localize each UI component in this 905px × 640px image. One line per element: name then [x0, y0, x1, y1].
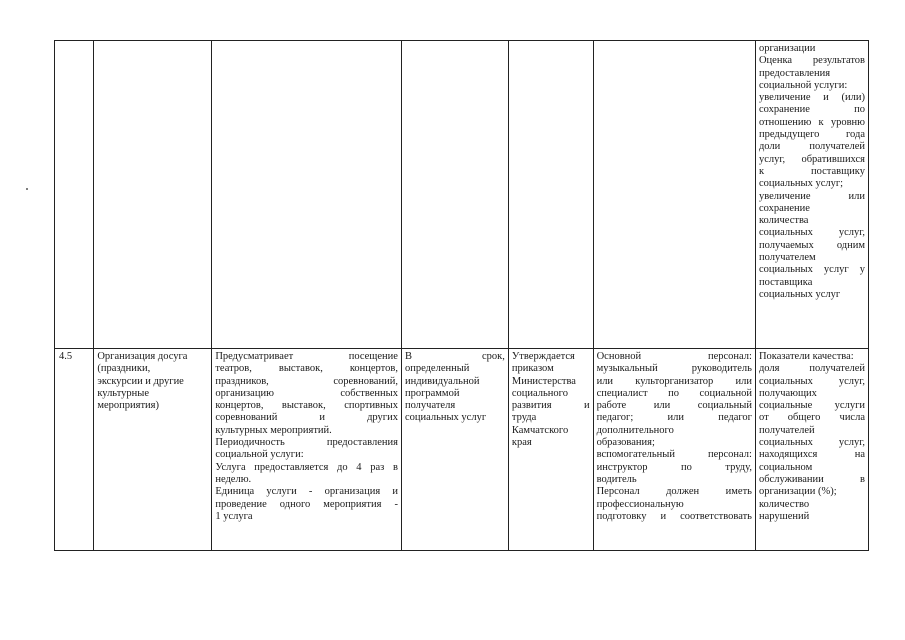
text-line: сохранение — [758, 202, 810, 214]
text-line: Услуга предоставляется до 4 раз в — [215, 461, 398, 473]
text-line: количество — [758, 498, 810, 510]
text-line: образования; — [596, 437, 655, 449]
text-line: или культорганизатор или — [596, 375, 752, 387]
text-line: социальных услуг; — [758, 178, 844, 190]
text-line: нарушений — [758, 510, 810, 522]
text-line: определенный — [404, 363, 470, 375]
text-line: социальной услуги: — [758, 79, 848, 91]
cell-desc-prev — [212, 41, 402, 349]
text-line: инструктор по труду, — [596, 461, 752, 473]
text-line: получающих — [758, 387, 817, 399]
text-line: получаемых одним — [758, 239, 865, 251]
text-line: предыдущего года — [758, 129, 865, 141]
text-line: организацию собственных — [215, 387, 398, 399]
text-line: организации — [758, 43, 816, 54]
text-line: работе или социальный — [596, 400, 752, 412]
text-line: 1 услуга — [215, 510, 253, 522]
text-line: количества — [758, 215, 809, 227]
table-row-4-5 — [55, 349, 869, 551]
text-line: поставщика — [758, 276, 813, 288]
text-line: экскурсии и другие — [97, 375, 184, 387]
text-line: обслуживании в — [758, 473, 865, 485]
text-line: развития и — [511, 400, 590, 412]
text-line: приказом — [511, 363, 554, 375]
cell-num: 4.5 — [55, 349, 94, 551]
text-line: труда — [511, 412, 537, 424]
table-row-previous — [55, 41, 869, 349]
text-line: получателей — [758, 424, 815, 436]
text-line: проведение одного мероприятия - — [215, 498, 398, 510]
text-line: театров, выставок, концертов, — [215, 363, 398, 375]
text-line: Утверждается — [511, 351, 575, 362]
text-line: мероприятия) — [97, 400, 159, 412]
cell-service-term — [401, 349, 508, 551]
text-line: индивидуальной — [404, 375, 480, 387]
scan-speck — [26, 188, 28, 190]
cell-term-prev — [401, 41, 508, 349]
text-line: сохранение по — [758, 104, 865, 116]
text-line: от общего числа — [758, 412, 865, 424]
text-line: доли получателей — [758, 141, 865, 153]
cell-service-quality — [755, 349, 868, 551]
cell-staff-prev — [593, 41, 755, 349]
text-line: Оценка результатов — [758, 55, 865, 67]
text-line: получателем — [758, 252, 816, 264]
text-line: находящихся на — [758, 449, 865, 461]
text-line: социальных услуг — [758, 288, 841, 300]
text-line: подготовку и соответствовать — [596, 510, 752, 522]
cell-service-description — [212, 349, 402, 551]
text-line: Министерства — [511, 375, 576, 387]
text-line: социального — [511, 387, 568, 399]
text-line: музыкальный руководитель — [596, 363, 752, 375]
text-line: социальных услуг — [404, 412, 487, 424]
cell-service-staff — [593, 349, 755, 551]
text-line: соревнований и других — [215, 412, 398, 424]
text-line: Основной персонал: — [596, 351, 752, 362]
text-line: (праздники, — [97, 363, 151, 375]
text-line: социальных услуг у — [758, 264, 865, 276]
text-line: Персонал должен иметь — [596, 486, 752, 498]
text-line: социальном — [758, 461, 813, 473]
text-line: Единица услуги - организация и — [215, 486, 398, 498]
text-line: Камчатского — [511, 424, 569, 436]
cell-service-cost — [508, 349, 593, 551]
cell-service-name — [94, 349, 212, 551]
text-line: организации (%); — [758, 486, 837, 498]
text-line: социальных услуг, — [758, 437, 865, 449]
cell-name-prev — [94, 41, 212, 349]
text-line: социальных услуг, — [758, 375, 865, 387]
text-line: социальной услуги: — [215, 449, 304, 461]
cell-quality-prev — [755, 41, 868, 349]
text-line: специалист по социальной — [596, 387, 752, 399]
text-line: культурные — [97, 387, 149, 399]
text-line: социальных услуг, — [758, 227, 865, 239]
text-line: увеличение и (или) — [758, 92, 865, 104]
text-line: Организация досуга — [97, 351, 188, 362]
text-line: к поставщику — [758, 165, 865, 177]
text-line: доля получателей — [758, 363, 865, 375]
text-line: увеличение или — [758, 190, 865, 202]
text-line: получателя — [404, 400, 456, 412]
text-line: края — [511, 437, 532, 449]
services-table — [54, 40, 869, 551]
text-line: культурных мероприятий. — [215, 424, 332, 436]
text-line: неделю. — [215, 473, 252, 485]
text-line: профессиональную — [596, 498, 684, 510]
text-line: услуг, обратившихся — [758, 153, 865, 165]
text-line: отношению к уровню — [758, 116, 865, 128]
text-line: социальные услуги — [758, 400, 865, 412]
text-line: педагог; или педагог — [596, 412, 752, 424]
text-line: программой — [404, 387, 460, 399]
cell-num-prev — [55, 41, 94, 349]
text-line: вспомогательный персонал: — [596, 449, 752, 461]
text-line: дополнительного — [596, 424, 674, 436]
text-line: водитель — [596, 473, 637, 485]
cell-cost-prev — [508, 41, 593, 349]
text-line: праздников, соревнований, — [215, 375, 398, 387]
text-line: Предусматривает посещение — [215, 351, 398, 362]
text-line: концертов, выставок, спортивных — [215, 400, 398, 412]
text-line: В срок, — [404, 351, 505, 362]
text-line: предоставления — [758, 67, 831, 79]
text-line: Показатели качества: — [758, 351, 854, 362]
text-line: Периодичность предоставления — [215, 437, 398, 449]
